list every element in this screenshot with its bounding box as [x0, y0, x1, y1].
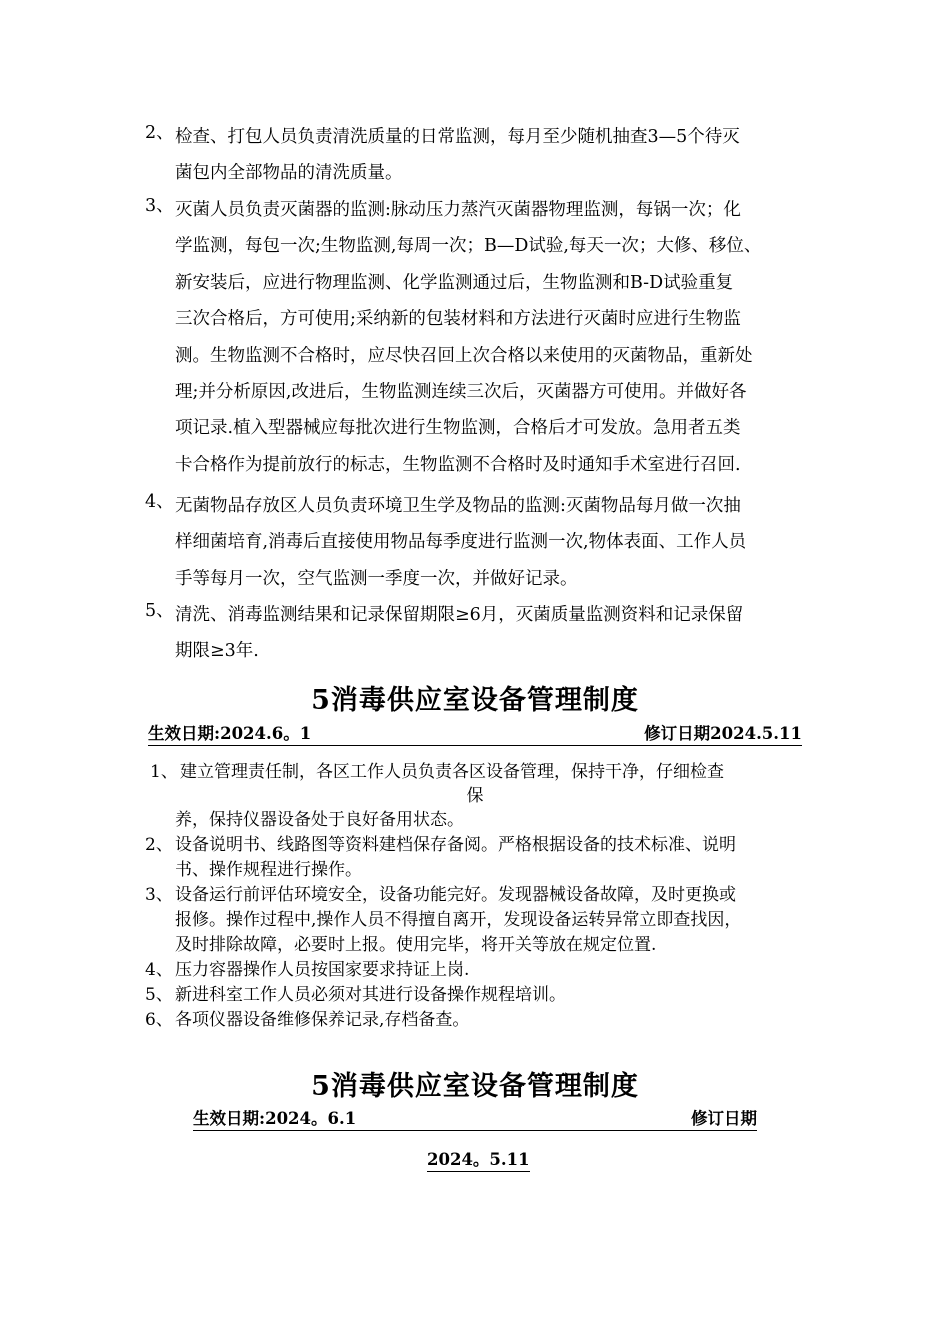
item-text: 理;并分析原因,改进后，生物监测连续三次后，灭菌器方可使用。并做好各	[175, 381, 747, 402]
item-number: 5、	[145, 601, 174, 621]
item-text: 书、操作规程进行操作。	[175, 860, 362, 880]
date-row	[193, 1108, 757, 1131]
revised-date: 2024。5.11	[427, 1146, 530, 1172]
item-text: 项记录.植入型器械应每批次进行生物监测，合格后才可发放。急用者五类	[175, 418, 741, 439]
item-text: 报修。操作过程中,操作人员不得擅自离开，发现设备运转异常立即查找因，	[175, 910, 742, 930]
revised-date: 修订日期2024.5.11	[644, 724, 802, 743]
item-text: 样细菌培育,消毒后直接使用物品每季度进行监测一次,物体表面、工作人员	[175, 532, 747, 553]
item-text: 建立管理责任制，各区工作人员负责各区设备管理，保持干净，仔细检查	[180, 762, 724, 782]
item-text: 期限≥3年.	[175, 641, 259, 662]
revised-label: 修订日期	[691, 1109, 757, 1128]
effective-date: 生效日期:2024。6.1	[193, 1109, 357, 1128]
item-number: 2、	[145, 123, 174, 143]
item-text: 三次合格后，方可使用;采纳新的包装材料和方法进行灭菌时应进行生物监	[175, 309, 741, 330]
item-text: 灭菌人员负责灭菌器的监测:脉动压力蒸汽灭菌器物理监测，每锅一次；化	[175, 200, 741, 220]
item-text: 清洗、消毒监测结果和记录保留期限≥6月，灭菌质量监测资料和记录保留	[175, 605, 744, 625]
item-number: 5、	[145, 985, 173, 1005]
item-text: 菌包内全部物品的清洗质量。	[175, 163, 403, 184]
item-text: 学监测，每包一次;生物监测,每周一次；B—D试验,每天一次；大修、移位、	[175, 236, 762, 257]
item-number: 3、	[145, 885, 173, 905]
item-text: 各项仪器设备维修保养记录,存档备查。	[175, 1010, 470, 1030]
item-text: 检查、打包人员负责清洗质量的日常监测，每月至少随机抽查3—5个待灭	[175, 127, 740, 147]
date-row	[148, 723, 802, 746]
item-text: 新安装后，应进行物理监测、化学监测通过后，生物监测和B-D试验重复	[175, 272, 734, 293]
item-text: 压力容器操作人员按国家要求持证上岗.	[175, 960, 470, 980]
item-text: 养，保持仪器设备处于良好备用状态。	[175, 810, 464, 830]
item-text: 新进科室工作人员必须对其进行设备操作规程培训。	[175, 985, 566, 1005]
item-text: 及时排除故障，必要时上报。使用完毕，将开关等放在规定位置.	[175, 935, 657, 955]
item-text: 卡合格作为提前放行的标志，生物监测不合格时及时通知手术室进行召回.	[175, 454, 741, 475]
item-number: 3、	[145, 196, 174, 216]
item-text: 手等每月一次，空气监测一季度一次，并做好记录。	[175, 568, 578, 589]
item-text: 设备运行前评估环境安全，设备功能完好。发现器械设备故障，及时更换或	[175, 885, 736, 905]
item-number: 2、	[145, 835, 173, 855]
item-text: 保	[466, 786, 484, 806]
item-number: 4、	[145, 960, 173, 980]
item-number: 4、	[145, 492, 174, 512]
section-title: 5消毒供应室设备管理制度	[311, 1071, 639, 1102]
item-text: 无菌物品存放区人员负责环境卫生学及物品的监测:灭菌物品每月做一次抽	[175, 496, 741, 516]
item-text: 设备说明书、线路图等资料建档保存备阅。严格根据设备的技术标准、说明	[175, 835, 736, 855]
item-text: 测。生物监测不合格时，应尽快召回上次合格以来使用的灭菌物品，重新处	[175, 345, 753, 366]
item-number: 1、	[150, 762, 178, 782]
item-number: 6、	[145, 1010, 173, 1030]
effective-date: 生效日期:2024.6。1	[148, 724, 312, 743]
section-title: 5消毒供应室设备管理制度	[311, 685, 639, 716]
